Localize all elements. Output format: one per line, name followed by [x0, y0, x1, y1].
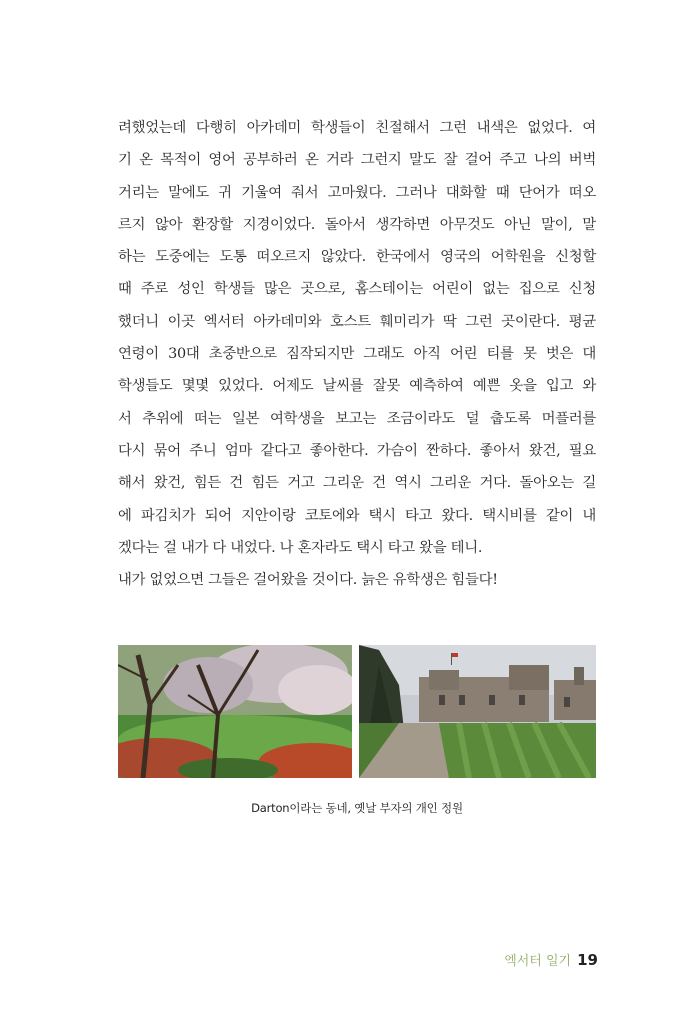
page-number: 19 — [577, 951, 598, 969]
garden-photo-image — [118, 645, 352, 778]
text-line: 해서 왔건, 힘든 건 힘든 거고 그리운 건 역시 그리운 거다. 돌아오는 길 — [118, 475, 596, 492]
text-line: 하는 도중에는 도통 떠오르지 않았다. 한국에서 영국의 어학원을 신청할 — [118, 249, 596, 266]
text-line: 거리는 말에도 귀 기울여 줘서 고마웠다. 그러나 대화할 때 단어가 떠오 — [118, 184, 596, 201]
page-footer — [504, 950, 598, 969]
text-line: 겠다는 걸 내가 다 내었다. 나 혼자라도 택시 타고 왔을 테니. — [118, 539, 483, 556]
text-line: 다시 묶어 주니 엄마 같다고 좋아한다. 가슴이 짠하다. 좋아서 왔건, 필요 — [118, 442, 596, 459]
text-line: 에 파김치가 되어 지안이랑 코토에와 택시 타고 왔다. 택시비를 같이 내 — [118, 507, 596, 524]
manor-photo-image — [359, 645, 596, 778]
body-text — [118, 112, 596, 596]
text-line: 려했었는데 다행히 아카데미 학생들이 친절해서 그런 내색은 없었다. 여 — [118, 120, 596, 136]
text-line: 학생들도 몇몇 있었다. 어제도 날씨를 잘못 예측하여 예쁜 옷을 입고 와 — [118, 378, 596, 395]
manor-photo — [359, 645, 596, 778]
photo-caption: Darton이라는 동네, 옛날 부자의 개인 정원 — [251, 801, 463, 815]
text-line: 기 온 목적이 영어 공부하러 온 거라 그런지 말도 잘 걸어 주고 나의 버벅 — [118, 152, 596, 169]
text-line: 내가 없었으면 그들은 걸어왔을 것이다. 늙은 유학생은 힘들다! — [118, 572, 498, 589]
running-title: 엑서터 일기 — [504, 954, 572, 969]
text-line: 서 추위에 떠는 일본 여학생을 보고는 조금이라도 덜 춥도록 머플러를 — [118, 410, 596, 427]
text-line: 르지 않아 환장할 지경이었다. 돌아서 생각하면 아무것도 아닌 말이, 말 — [118, 216, 596, 233]
text-line: 연령이 30대 초중반으로 짐작되지만 그래도 아직 어린 티를 못 벗은 대 — [118, 346, 596, 363]
photo-pair — [118, 645, 596, 778]
text-line: 때 주로 성인 학생들 많은 곳으로, 홈스테이는 어린이 없는 집으로 신청 — [118, 281, 596, 298]
garden-photo — [118, 645, 352, 778]
text-line: 했더니 이곳 엑서터 아카데미와 호스트 훼미리가 딱 그런 곳이란다. 평균 — [118, 313, 596, 330]
